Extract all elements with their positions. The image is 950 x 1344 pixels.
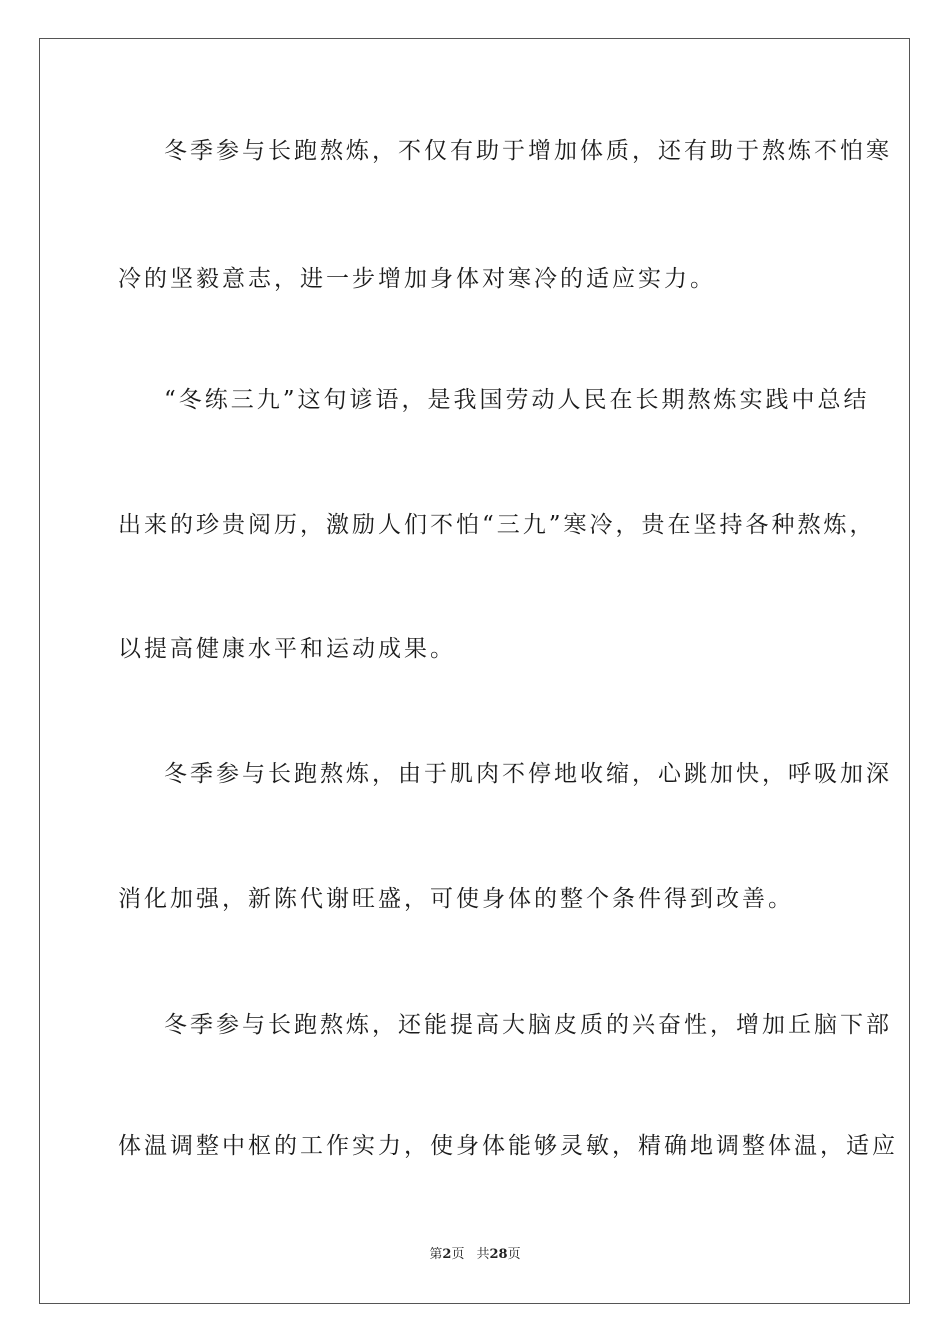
paragraph-2-line-3: 以提高健康水平和运动成果。 bbox=[118, 636, 456, 662]
paragraph-1-line-2: 冷的坚毅意志，进一步增加身体对寒冷的适应实力。 bbox=[118, 266, 716, 292]
total-prefix: 共 bbox=[476, 1247, 490, 1262]
page-footer bbox=[0, 1247, 950, 1263]
total-suffix: 页 bbox=[507, 1247, 521, 1262]
paragraph-2-line-2: 出来的珍贵阅历，激励人们不怕“三九”寒冷，贵在坚持各种熬炼， bbox=[118, 512, 876, 538]
page-suffix: 页 bbox=[451, 1247, 465, 1262]
page-prefix: 第 bbox=[429, 1247, 443, 1262]
paragraph-3-line-1: 冬季参与长跑熬炼，由于肌肉不停地收缩，心跳加快，呼吸加深 bbox=[164, 761, 892, 787]
paragraph-4-line-1: 冬季参与长跑熬炼，还能提高大脑皮质的兴奋性，增加丘脑下部 bbox=[164, 1012, 892, 1038]
paragraph-3-line-2: 消化加强，新陈代谢旺盛，可使身体的整个条件得到改善。 bbox=[118, 886, 794, 912]
page-border bbox=[39, 38, 910, 1304]
paragraph-2-line-1: “冬练三九”这句谚语，是我国劳动人民在长期熬炼实践中总结 bbox=[164, 387, 870, 413]
page-number: 2 bbox=[442, 1247, 452, 1262]
paragraph-1-line-1: 冬季参与长跑熬炼，不仅有助于增加体质，还有助于熬炼不怕寒 bbox=[164, 138, 892, 164]
paragraph-4-line-2: 体温调整中枢的工作实力，使身体能够灵敏，精确地调整体温，适应 bbox=[118, 1133, 898, 1159]
total-pages: 28 bbox=[489, 1247, 508, 1262]
